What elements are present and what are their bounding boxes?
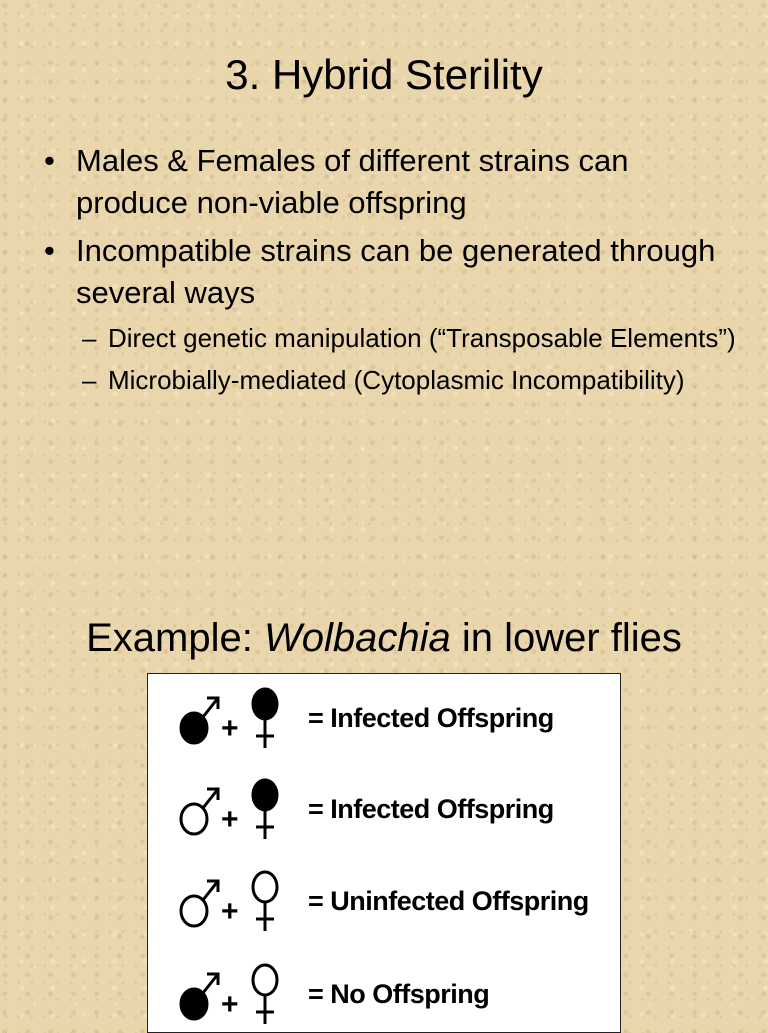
example-organism: Wolbachia xyxy=(263,616,451,660)
female-symbol-icon xyxy=(253,872,277,931)
male-symbol-icon xyxy=(181,881,218,926)
bullet-marker: • xyxy=(44,143,55,178)
cross-result: = Uninfected Offspring xyxy=(308,886,589,916)
bullet-item xyxy=(44,140,744,224)
female-symbol-icon xyxy=(253,689,277,748)
sub-bullet-marker: – xyxy=(82,365,97,395)
cross-result: = Infected Offspring xyxy=(308,703,554,733)
sub-bullet-text: Direct genetic manipulation (“Transposable Elements”) xyxy=(108,323,736,353)
male-symbol-icon xyxy=(181,974,218,1019)
sub-bullet-text: Microbially-mediated (Cytoplasmic Incompatibility) xyxy=(108,365,685,395)
sub-bullet-item xyxy=(44,362,744,398)
cross-symbols xyxy=(174,684,294,750)
bullet-marker: • xyxy=(44,233,55,268)
plus-sign: + xyxy=(221,895,239,928)
slide-title: 3. Hybrid Sterility xyxy=(225,51,543,98)
example-suffix: in lower flies xyxy=(461,616,682,660)
plus-sign: + xyxy=(221,988,239,1021)
cross-result: = No Offspring xyxy=(308,979,490,1009)
cross-row xyxy=(148,956,622,1026)
bullet-list xyxy=(44,140,744,404)
cross-row xyxy=(148,863,622,933)
bullet-item xyxy=(44,230,744,314)
cross-symbols xyxy=(174,867,294,933)
male-symbol-icon xyxy=(181,698,218,743)
male-symbol-icon xyxy=(181,789,218,834)
cross-row xyxy=(148,771,622,841)
bullet-text: Males & Females of different strains can produce non-viable offspring xyxy=(76,143,629,220)
sub-bullet-marker: – xyxy=(82,323,97,353)
plus-sign: + xyxy=(221,712,239,745)
cross-row xyxy=(148,680,622,750)
plus-sign: + xyxy=(221,803,239,836)
wolbachia-cross-diagram xyxy=(147,673,621,1033)
cross-symbols xyxy=(174,775,294,841)
bullet-text: Incompatible strains can be generated through several ways xyxy=(76,233,716,310)
female-symbol-icon xyxy=(253,965,277,1024)
cross-result: = Infected Offspring xyxy=(308,794,554,824)
example-prefix: Example: xyxy=(86,616,253,660)
example-heading xyxy=(0,614,768,662)
sub-bullet-item xyxy=(44,320,744,356)
cross-symbols xyxy=(174,960,294,1026)
female-symbol-icon xyxy=(253,780,277,839)
